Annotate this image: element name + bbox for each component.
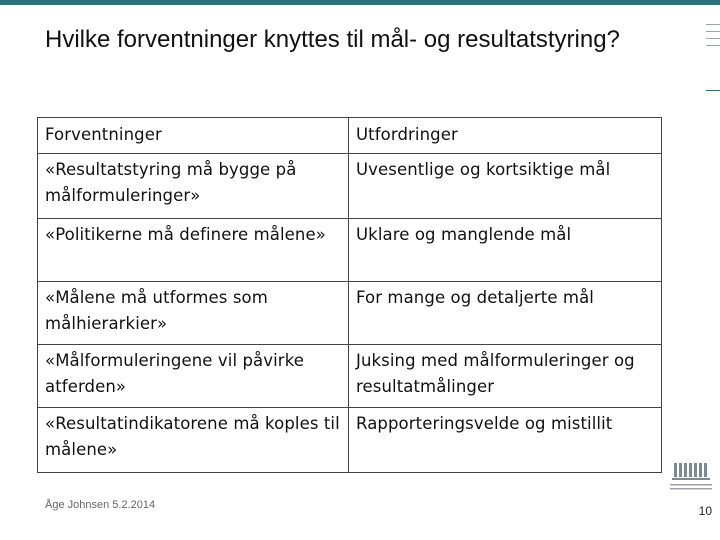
expectation-cell: «Målformuleringene vil påvirke atferden» [38, 345, 349, 408]
header-expectations: Forventninger [38, 118, 349, 154]
comparison-table-container [37, 117, 662, 473]
challenge-cell: For mange og detaljerte mål [349, 282, 662, 345]
table-row [38, 282, 662, 345]
header-challenges: Utfordringer [349, 118, 662, 154]
page-number: 10 [698, 504, 712, 518]
table-row [38, 219, 662, 282]
table-row [38, 154, 662, 219]
table-header-row [38, 118, 662, 154]
footer-author-date: Åge Johnsen 5.2.2014 [45, 499, 156, 511]
table-row [38, 345, 662, 408]
expectation-cell: «Politikerne må definere målene» [38, 219, 349, 282]
slide-title: Hvilke forventninger knyttes til mål- og resultatstyring? [45, 26, 620, 53]
top-accent-bar [0, 0, 720, 5]
institution-logo-icon [668, 462, 714, 496]
expectation-cell: «Målene må utformes som målhierarkier» [38, 282, 349, 345]
expectation-cell: «Resultatindikatorene må koples til målene» [38, 408, 349, 473]
table-row [38, 408, 662, 473]
challenge-cell: Juksing med målformuleringer og resultatmålinger [349, 345, 662, 408]
corner-decoration [700, 18, 720, 98]
challenge-cell: Uklare og manglende mål [349, 219, 662, 282]
expectation-cell: «Resultatstyring må bygge på målformuleringer» [38, 154, 349, 219]
challenge-cell: Uvesentlige og kortsiktige mål [349, 154, 662, 219]
comparison-table [37, 117, 662, 473]
challenge-cell: Rapporteringsvelde og mistillit [349, 408, 662, 473]
